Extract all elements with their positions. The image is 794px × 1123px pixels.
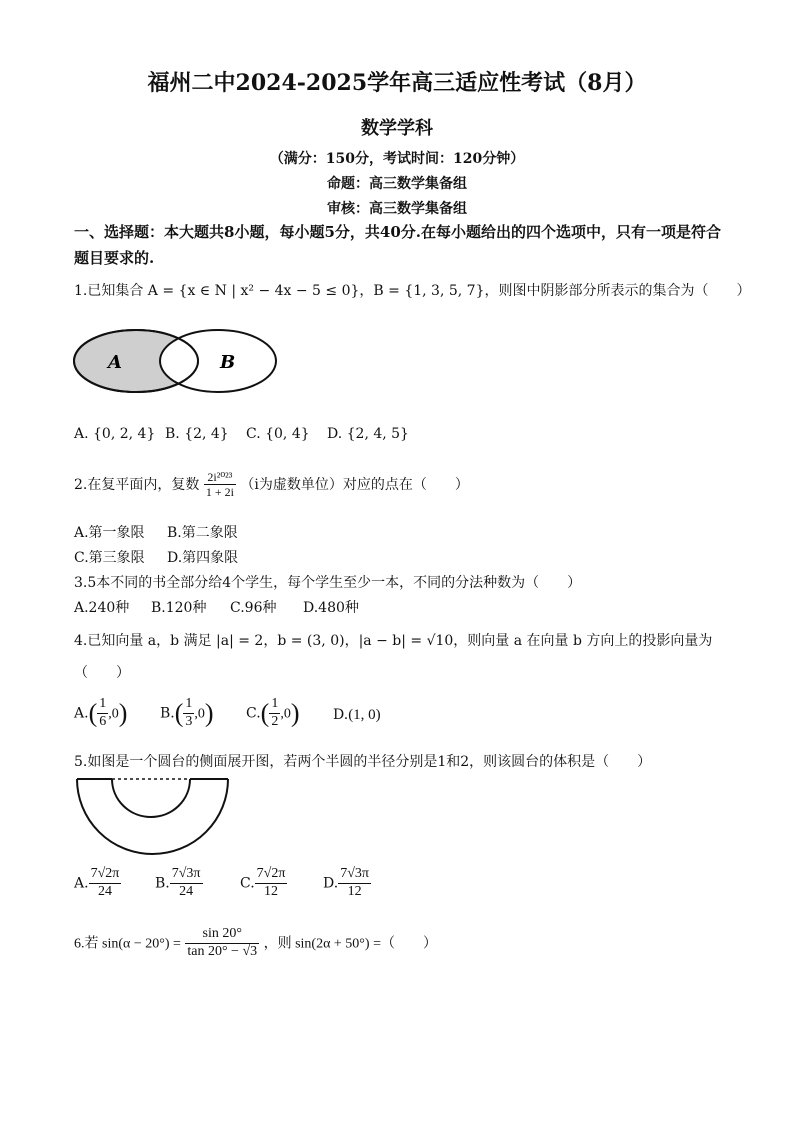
question-3-text: 3.5本不同的书全部分给4个学生，每个学生至少一本，不同的分法种数为（ ） <box>74 575 582 591</box>
q5-b-num: 7√3π <box>170 866 203 884</box>
exam-title: 福州二中2024-2025学年高三适应性考试（8月） <box>147 70 647 96</box>
q6-denominator: tan 20° − √3 <box>187 943 258 959</box>
question-2-text <box>74 470 469 500</box>
q5-option-b[interactable] <box>155 866 203 901</box>
q3-option-b[interactable]: B.120种 <box>151 600 207 616</box>
question-1-text: 1.已知集合 A = {x ∈ N | x² − 4x − 5 ≤ 0}，B = {1, 3, 5, 7}，则图中阴影部分所表示的集合为（ ） <box>74 283 751 299</box>
question-5-text: 5.如图是一个圆台的侧面展开图，若两个半圆的半径分别是1和2，则该圆台的体积是（ ） <box>74 754 652 770</box>
q1-option-c[interactable]: C. {0, 4} <box>246 426 310 442</box>
score-time: （满分：150分，考试时间：120分钟） <box>269 151 525 167</box>
q2-option-a[interactable]: A.第一象限 <box>74 525 145 541</box>
inner-semicircle <box>112 779 190 817</box>
venn-diagram <box>70 326 280 396</box>
q1-option-a[interactable]: A. {0, 2, 4} <box>74 426 156 442</box>
q4-b-den: 3 <box>185 713 193 729</box>
question-6-text <box>74 926 437 961</box>
q2-option-b[interactable]: B.第二象限 <box>167 525 238 541</box>
q4-b-fraction <box>183 696 194 731</box>
q5-b-den: 24 <box>179 883 194 899</box>
author-line: 命题：高三数学集备组 <box>327 176 467 192</box>
q5-d-label: D. <box>323 875 339 892</box>
q4-option-b[interactable]: B.( $\frac{1}{3}$ ,0) <box>160 696 214 729</box>
q5-a-label: A. <box>74 875 89 892</box>
q5-option-d[interactable] <box>323 866 371 901</box>
q2-option-d[interactable]: D.第四象限 <box>167 550 239 566</box>
q2-prefix: 2.在复平面内，复数 <box>74 476 200 493</box>
q5-a-num: 7√2π <box>89 866 122 884</box>
q1-option-b[interactable]: B. {2, 4} <box>165 426 229 442</box>
q6-numerator: sin 20° <box>185 926 259 944</box>
q1-option-d[interactable]: D. {2, 4, 5} <box>327 426 409 442</box>
question-4-paren: （ ） <box>74 665 130 681</box>
q3-option-d[interactable]: D.480种 <box>303 600 359 616</box>
q2-option-c[interactable]: C.第三象限 <box>74 550 145 566</box>
q5-a-fraction <box>89 866 122 901</box>
q5-option-a[interactable] <box>74 866 121 901</box>
q5-option-c[interactable] <box>240 866 287 901</box>
q5-d-fraction <box>338 866 371 901</box>
venn-label-a: A <box>108 352 122 373</box>
q4-b-num: 1 <box>183 696 194 714</box>
q6-prefix: 6.若 sin(α − 20°) = <box>74 936 181 952</box>
q3-option-a[interactable]: A.240种 <box>74 600 130 616</box>
q6-fraction <box>185 926 259 961</box>
q6-suffix: ，则 sin(2α + 50°) =（ ） <box>263 936 437 952</box>
q4-a-fraction <box>97 696 108 731</box>
q5-d-den: 12 <box>347 883 362 899</box>
q5-c-num: 7√2π <box>255 866 288 884</box>
q4-c-fraction <box>269 696 280 731</box>
q4-c-label: C. <box>246 705 261 722</box>
subject-title: 数学学科 <box>361 118 433 139</box>
q4-option-d[interactable] <box>333 707 381 724</box>
venn-label-b: B <box>220 352 236 373</box>
q4-option-a[interactable]: A.( $\frac{1}{6}$ ,0) <box>74 696 128 729</box>
q4-a-num: 1 <box>97 696 108 714</box>
q4-c-num: 1 <box>269 696 280 714</box>
q4-d-label: D. <box>333 707 349 723</box>
q5-b-fraction <box>170 866 203 901</box>
q2-numerator: 2i²⁰²³ <box>204 470 236 485</box>
q4-a-label: A. <box>74 705 89 722</box>
q2-suffix: （i为虚数单位）对应的点在（ ） <box>240 476 469 493</box>
q4-b-label: B. <box>160 705 175 722</box>
q5-a-den: 24 <box>97 883 112 899</box>
q3-option-c[interactable]: C.96种 <box>230 600 277 616</box>
q4-a-den: 6 <box>99 713 107 729</box>
q5-c-den: 12 <box>264 883 279 899</box>
q5-d-num: 7√3π <box>338 866 371 884</box>
reviewer-line: 审核：高三数学集备组 <box>327 201 467 217</box>
q2-denominator: 1 + 2i <box>205 485 234 500</box>
frustum-net-diagram <box>74 774 234 856</box>
q2-fraction <box>204 470 236 500</box>
q4-c-den: 2 <box>271 713 279 729</box>
q5-c-fraction <box>255 866 288 901</box>
q4-option-c[interactable]: C.( $\frac{1}{2}$ ,0) <box>246 696 300 729</box>
q5-b-label: B. <box>155 875 170 892</box>
q5-c-label: C. <box>240 875 255 892</box>
section-heading: 一、选择题：本大题共8小题，每小题5分，共40分.在每小题给出的四个选项中，只有一项是符合题目要求的. <box>74 223 721 267</box>
question-4-text: 4.已知向量 a，b 满足 |a| = 2，b = (3, 0)，|a − b| = √10，则向量 a 在向量 b 方向上的投影向量为 <box>74 633 713 649</box>
q4-d-value: (1, 0) <box>348 707 381 723</box>
